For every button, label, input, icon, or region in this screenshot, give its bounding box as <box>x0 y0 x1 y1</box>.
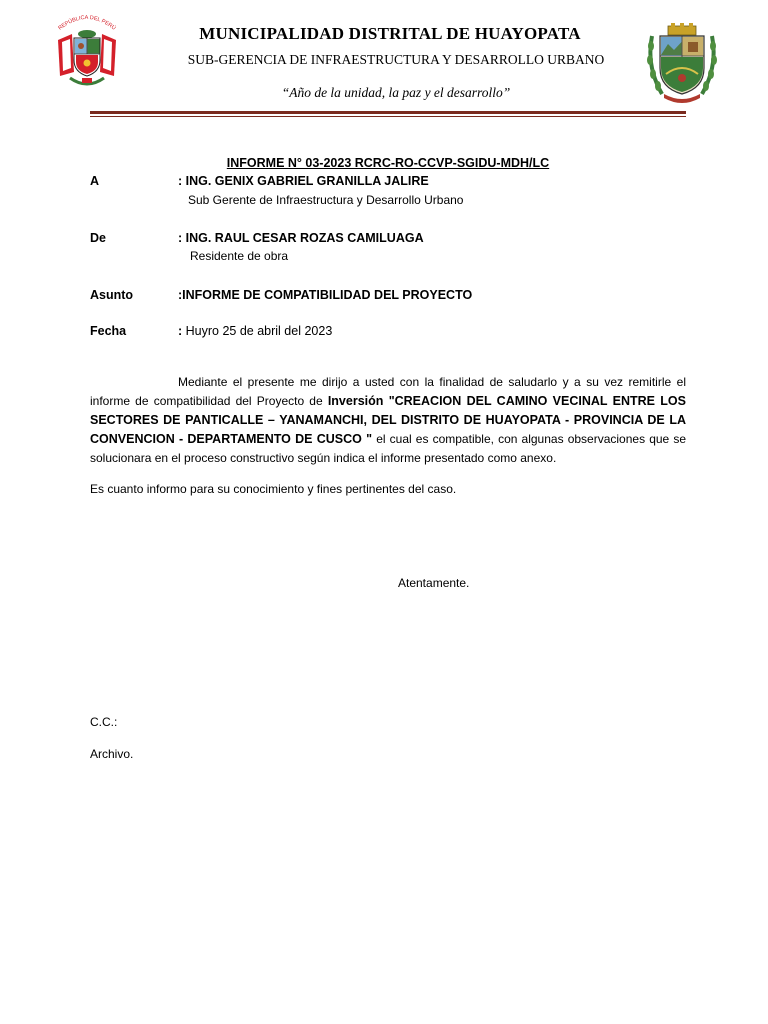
paragraph-start: Mediante el presente me dirijo a usted con la finalidad de saludarlo y a su vez remitirle el informe de compatibilidad del Proyecto de <box>90 375 686 408</box>
header-rule-thick <box>90 111 686 114</box>
huayopata-coat-of-arms-icon <box>644 22 720 106</box>
to-role: Sub Gerente de Infraestructura y Desarrollo Urbano <box>188 193 464 207</box>
date-label: Fecha <box>90 324 127 338</box>
date-colon: : <box>178 324 183 338</box>
subject-label: Asunto <box>90 288 134 302</box>
to-label: A <box>90 174 100 188</box>
closing-line: Es cuanto informo para su conocimiento y fines pertinentes del caso. <box>90 482 457 496</box>
municipality-title: MUNICIPALIDAD DISTRITAL DE HUAYOPATA <box>199 24 581 43</box>
peru-coat-of-arms-icon <box>52 10 122 90</box>
department-subtitle: SUB-GERENCIA DE INFRAESTRUCTURA Y DESARROLLO URBANO <box>187 52 605 67</box>
year-motto: “Año de la unidad, la paz y el desarrollo” <box>281 85 511 100</box>
archive-line: Archivo. <box>90 747 134 761</box>
to-value: : ING. GENIX GABRIEL GRANILLA JALIRE <box>178 174 429 188</box>
from-value: : ING. RAUL CESAR ROZAS CAMILUAGA <box>178 231 424 245</box>
from-role: Residente de obra <box>190 249 289 263</box>
signoff: Atentamente. <box>398 576 470 590</box>
date-value: Huyro 25 de abril del 2023 <box>182 324 333 338</box>
subject-value: :INFORME DE COMPATIBILIDAD DEL PROYECTO <box>178 288 473 302</box>
svg-text:REPÚBLICA DEL PERÚ: REPÚBLICA DEL PERÚ <box>57 14 117 32</box>
report-title: INFORME N° 03-2023 RCRC-RO-CCVP-SGIDU-MDH/LC <box>226 156 550 170</box>
from-label: De <box>90 231 106 245</box>
project-name: Inversión "CREACION DEL CAMINO VECINAL ENTRE LOS SECTORES DE PANTICALLE – YANAMANCHI, DEL DISTRITO DE HUAYOPATA - PROVINCIA DE LA CONVENCION - DEPARTAMENTO DE CUSCO " <box>90 394 686 446</box>
date-field <box>178 324 332 338</box>
header-rule-thin <box>90 116 686 117</box>
cc-line: C.C.: <box>90 715 118 729</box>
paragraph-end: el cual es compatible, con algunas observaciones que se solucionara en el proceso constructivo según indica el informe presentado como anexo. <box>90 432 687 465</box>
main-paragraph <box>90 373 686 468</box>
